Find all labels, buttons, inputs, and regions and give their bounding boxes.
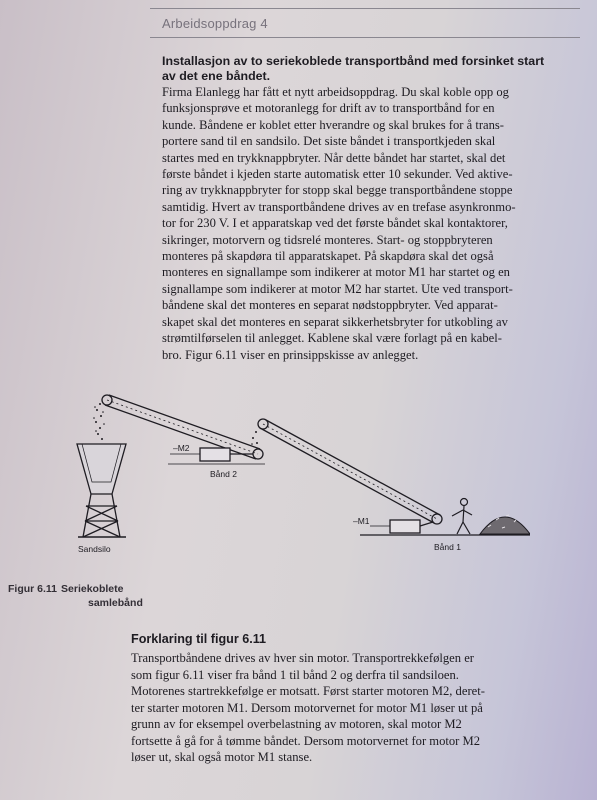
explanation-line: som figur 6.11 viser fra bånd 1 til bånd 2 og derfra til sandsiloen. [131,667,459,682]
transfer-sand [251,431,258,445]
figure-caption [8,582,143,610]
body-line: startes med en trykknappbryter. Når dette båndet har startet, skal det [162,150,506,165]
body-line: båndene skal det monteres en separat nødstoppbryter. Ved apparat- [162,298,498,313]
explanation-line: grunn av for eksempel overbelastning av motoren, skal motor M2 [131,717,462,731]
conveyor-figure [60,382,530,562]
top-rule [150,8,580,9]
label-sandsilo: Sandsilo [78,544,111,554]
explanation-line: ter starter motoren M1. Dersom motorvernet for motor M1 løser ut på [131,700,483,715]
body-line: første båndet i kjeden starte automatisk etter 10 sekunder. Ved aktive- [162,167,513,182]
falling-sand [93,403,105,440]
chapter-title: Arbeidsoppdrag 4 [162,16,268,31]
explanation-line: Motorenes startrekkefølge er motsatt. Først starter motoren M2, deret- [131,684,485,698]
body-line: portere sand til en sandsilo. Det siste båndet i transportkjeden skal [162,134,496,149]
body-line: kunde. Båndene er koblet etter hverandre og skal brukes for å trans- [162,117,504,132]
sand-silo [77,444,126,537]
label-band-1: Bånd 1 [434,542,461,552]
body-line: ring av trykknappbryter for stopp skal begge transportbåndene stoppe [162,183,513,198]
worker-figure [452,499,472,535]
explanation-line: løser ut, skal også motor M1 stanse. [131,750,313,764]
body-line: samtidig. Hvert av transportbåndene drives av en trefase asynkronmo- [162,199,516,214]
caption-line-1: Seriekoblete [61,583,124,595]
body-line: tor for 230 V. I et apparatskap ved det første båndet skal kontaktorer, [162,216,508,231]
body-line: signallampe som indikerer at motor M2 har startet. Ute ved transport- [162,281,513,296]
chapter-rule [150,37,580,38]
body-line: Firma Elanlegg har fått et nytt arbeidsoppdrag. Du skal koble opp og [162,85,509,99]
body-line: skapet skal det monteres en separat sikkerhetsbryter for utkobling av [162,314,508,329]
body-line: monteres en signallampe som indikerer at motor M1 har startet og en [162,265,510,280]
task-body [162,84,577,363]
body-line: monteres på skapdøra til apparatskapet. På skapdøra skal det også [162,249,494,264]
explanation-line: fortsette å gå for å tømme båndet. Dersom motorvernet for motor M2 [131,733,481,748]
body-line: bro. Figur 6.11 viser en prinsippskisse av anlegget. [162,347,419,362]
explanation-line: Transportbåndene drives av hver sin motor. Transportrekkefølgen er [131,651,475,665]
body-line: strømtilførselen til anlegget. Kablene skal være forlagt på en kabel- [162,331,502,346]
label-band-2: Bånd 2 [210,469,237,479]
task-heading [162,54,572,84]
heading-line: Installasjon av to seriekoblede transportbånd med forsinket start [162,54,545,68]
label-m2: –M2 [173,443,190,453]
heading-line: av det ene båndet. [162,69,271,83]
conveyor-belt-1 [258,419,442,524]
motor-m1 [370,520,433,533]
sand-pile [480,515,530,534]
body-line: sikringer, motorvern og tidsrelé monteres. Start- og stoppbryteren [162,232,493,247]
body-line: funksjonsprøve et motoranlegg for drift av to transportbånd for en [162,101,495,116]
explanation-title: Forklaring til figur 6.11 [131,632,267,646]
explanation-body [131,650,571,766]
label-m1: –M1 [353,516,370,526]
caption-line-2: samlebånd [88,597,143,609]
caption-number: Figur 6.11 [8,583,58,595]
